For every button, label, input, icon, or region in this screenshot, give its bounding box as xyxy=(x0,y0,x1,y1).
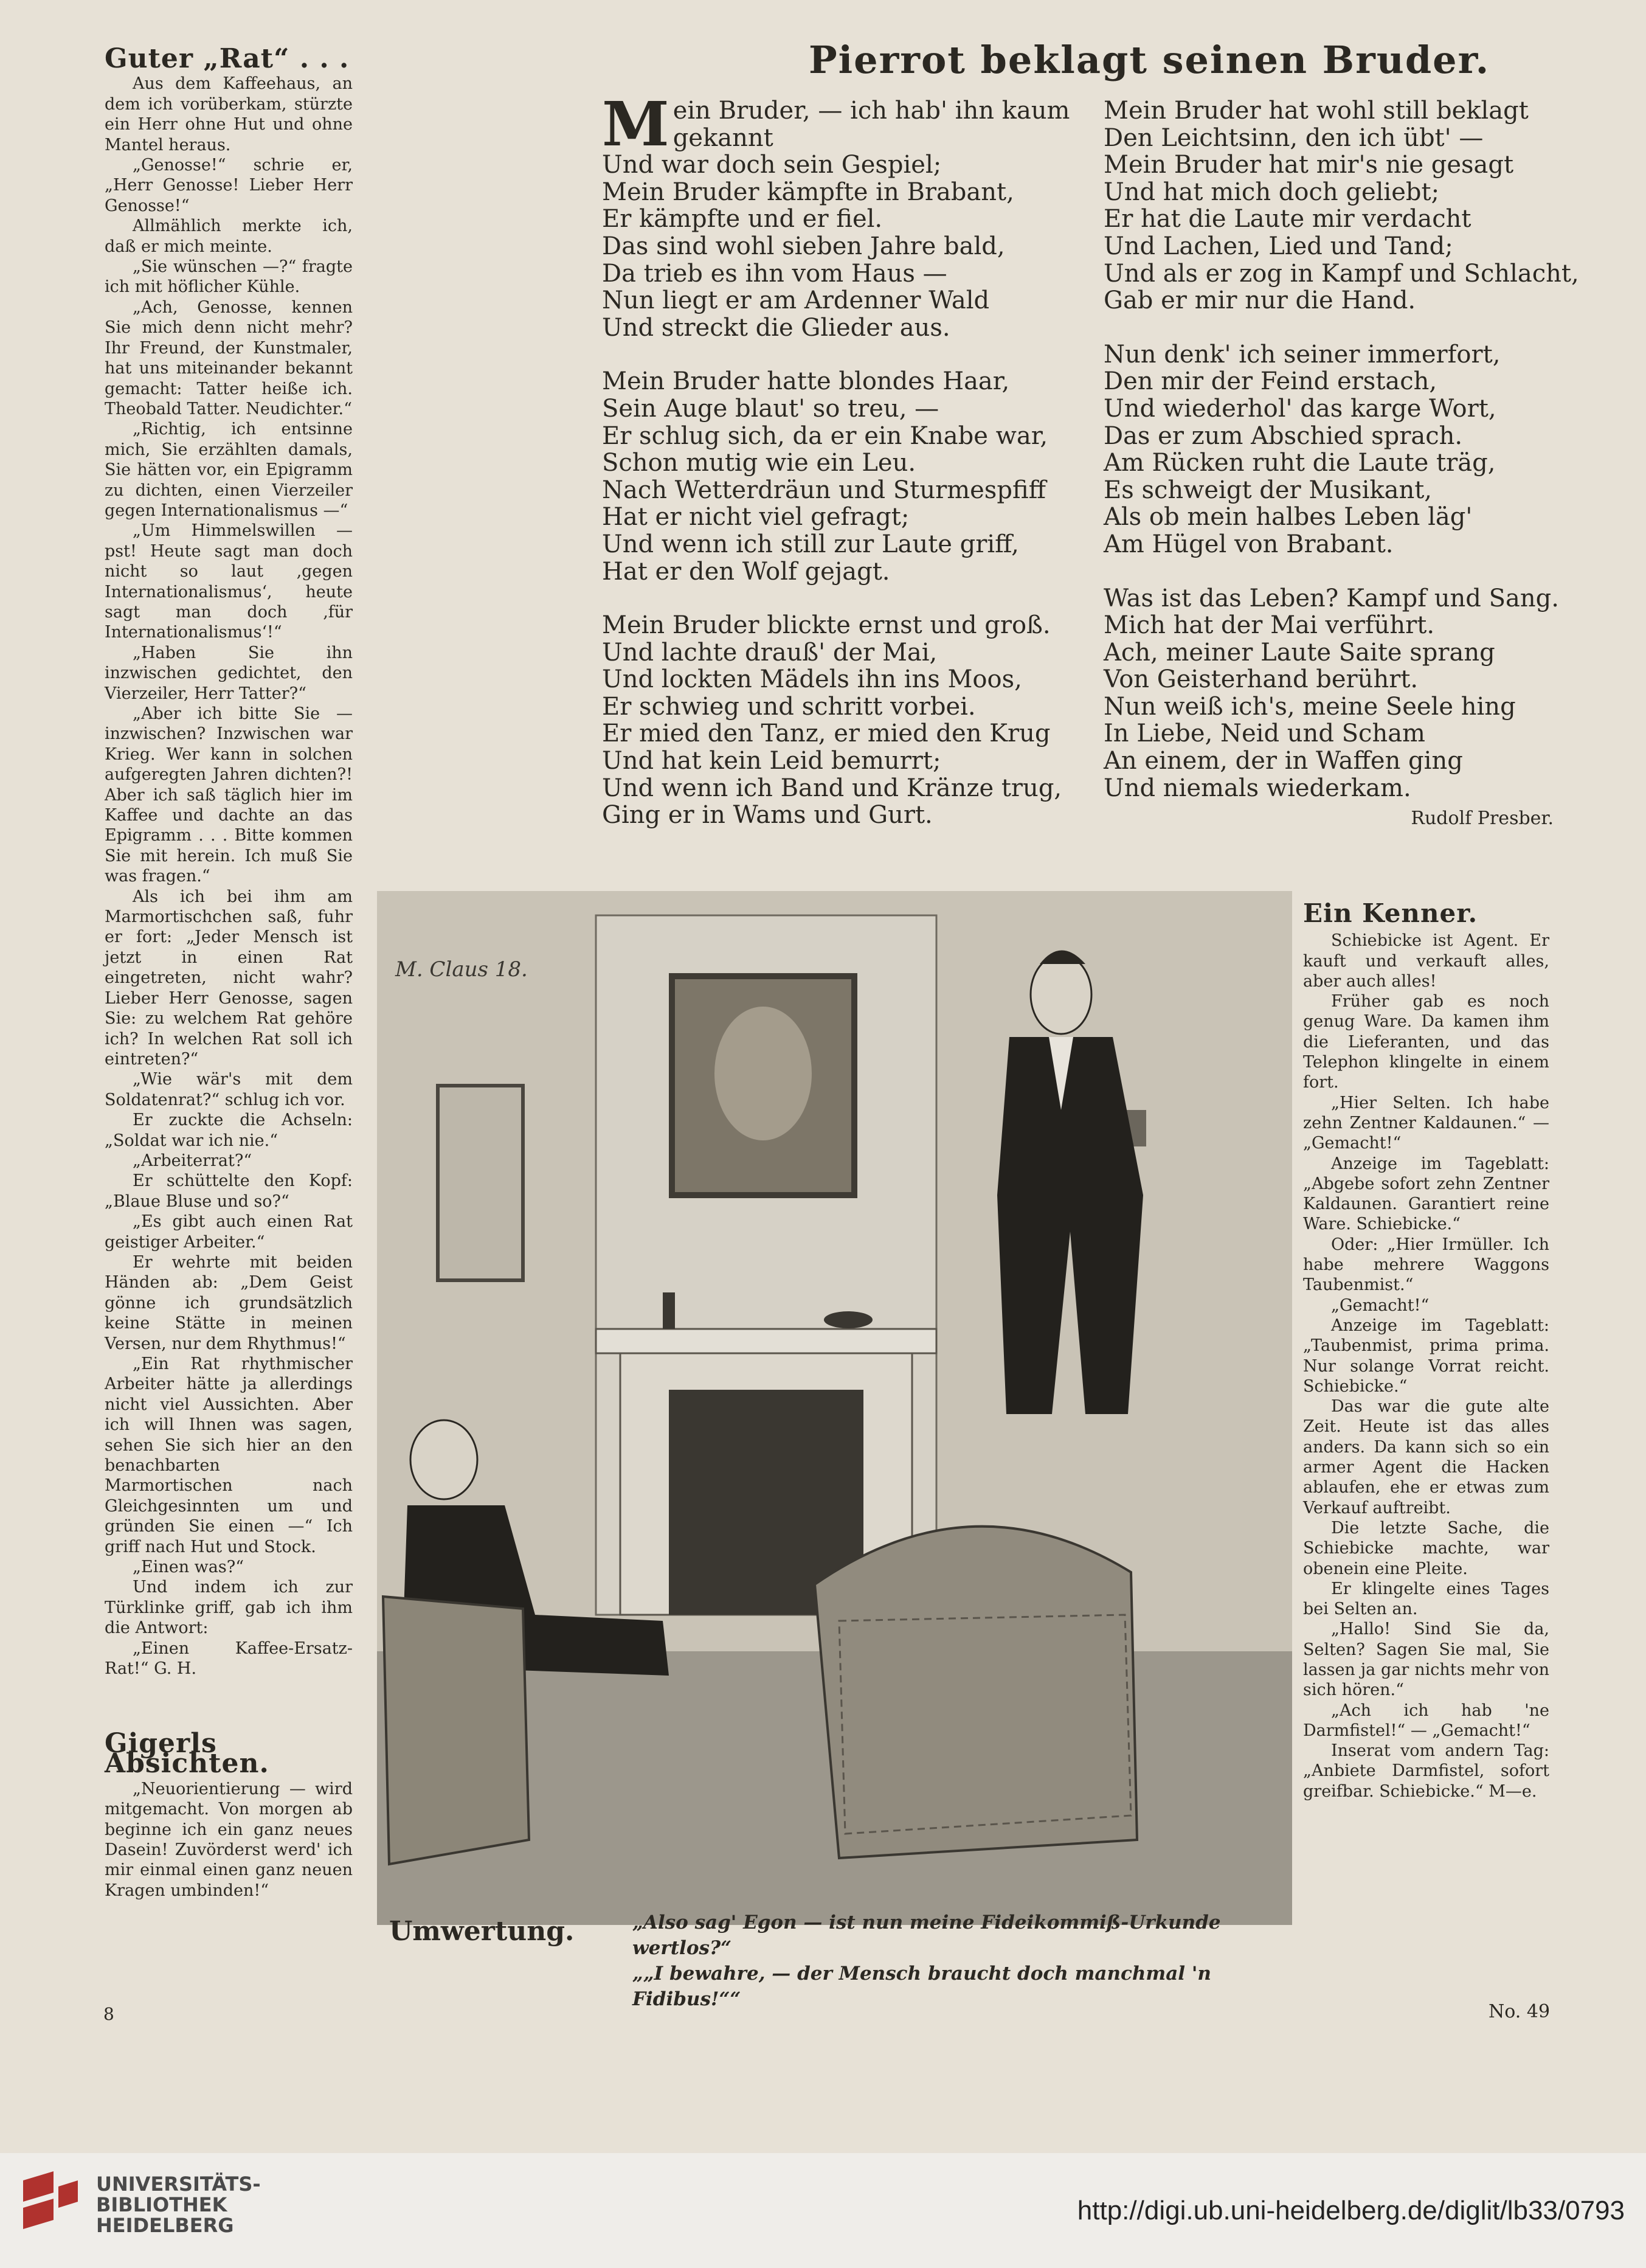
poem-line: Das er zum Abschied sprach. xyxy=(1104,421,1463,450)
poem-line: Nun weiß ich's, meine Seele hing xyxy=(1104,692,1516,721)
poem-line: Nach Wetterdräun und Sturmespfiff xyxy=(602,476,1046,504)
paragraph: „Sie wünschen —?“ fragte ich mit höflicher Kühle. xyxy=(105,257,353,297)
poem-line: Hat er den Wolf gejagt. xyxy=(602,557,890,586)
poem-left-column xyxy=(602,88,1070,830)
poem-line: Mich hat der Mai verführt. xyxy=(1104,611,1435,640)
paragraph: Das war die gute alte Zeit. Heute ist das alles anders. Da kann sich so ein armer Agent die Hacken ablaufen, ehe er etwas zum Verkauf auftreibt. xyxy=(1303,1397,1549,1517)
paragraph: „Neuorientierung — wird mitgemacht. Von morgen ab beginne ich ein ganz neues Dasein! Zuvörderst werd' ich mir einmal einen ganz neuen Kragen umbinden!“ xyxy=(105,1779,353,1900)
stanza-gap xyxy=(1104,314,1554,341)
illustration-umwertung xyxy=(377,891,1292,1925)
poem-line: Er mied den Tanz, er mied den Krug xyxy=(602,720,1051,748)
poem-line: Ging er in Wams und Gurt. xyxy=(602,801,933,830)
paragraph: „Aber ich bitte Sie — inzwischen? Inzwischen war Krieg. Wer kann in solchen aufgeregten Jahren dichten?! Aber ich saß täglich hier im Kaffee und dachte an das Epigramm . . . Bitte kommen Sie mit herein. Ich muß Sie was fragen.“ xyxy=(105,704,353,886)
paragraph: „Ein Rat rhythmischer Arbeiter hätte ja allerdings nicht viel Aussichten. Aber ich will Ihnen was sagen, sehen Sie sich hier an den benachbarten Marmortischen nach Gleichgesinnten um und gründen Sie einen —“ Ich griff nach Hut und Stock. xyxy=(105,1354,353,1556)
paragraph: Er klingelte eines Tages bei Selten an. xyxy=(1303,1579,1549,1619)
poem-line: Mein Bruder hat wohl still beklagt xyxy=(1104,97,1529,125)
paragraph: Anzeige im Tageblatt: „Taubenmist, prima prima. Nur solange Vorrat reicht. Schiebicke.“ xyxy=(1303,1316,1549,1396)
library-name-line-3: HEIDELBERG xyxy=(96,2214,234,2237)
poem-line: Und als er zog in Kampf und Schlacht, xyxy=(1104,259,1579,288)
paragraph: „Haben Sie ihn inzwischen gedichtet, den Vierzeiler, Herr Tatter?“ xyxy=(105,643,353,703)
caption-text xyxy=(632,1910,1289,2012)
paragraph: Als ich bei ihm am Marmortischchen saß, fuhr er fort: „Jeder Mensch ist jetzt in einen Rat eingetreten, nicht wahr? Lieber Herr Genosse, sagen Sie: zu welchem Rat gehöre ich? In welchen Rat soll ich eintreten?“ xyxy=(105,887,353,1069)
paragraph: Früher gab es noch genug Ware. Da kamen ihm die Lieferanten, und das Telephon klingelte in einem fort. xyxy=(1303,992,1549,1092)
caption-line-1: „Also sag' Egon — ist nun meine Fideikommiß-Urkunde wertlos?“ xyxy=(632,1912,1221,1959)
paragraph: Inserat vom andern Tag: „Anbiete Darmfistel, sofort greifbar. Schiebicke.“ M—e. xyxy=(1303,1741,1549,1801)
poem-line: Und hat mich doch geliebt; xyxy=(1104,178,1440,206)
poem-title: Pierrot beklagt seinen Bruder. xyxy=(809,38,1490,82)
poem-line: Sein Auge blaut' so treu, — xyxy=(602,394,939,423)
article-heading-ein-kenner: Ein Kenner. xyxy=(1303,898,1478,928)
paragraph: „Hier Selten. Ich habe zehn Zentner Kaldaunen.“ — „Gemacht!“ xyxy=(1303,1093,1549,1153)
poem-line: Schon mutig wie ein Leu. xyxy=(602,449,916,477)
poem-line: Hat er nicht viel gefragt; xyxy=(602,503,910,532)
paragraph: „Wie wär's mit dem Soldatenrat?“ schlug ich vor. xyxy=(105,1070,353,1109)
poem-line: Und hat kein Leid bemurrt; xyxy=(602,747,941,775)
paragraph: „Gemacht!“ xyxy=(1331,1295,1430,1315)
poem-line: Den Leichtsinn, den ich übt' — xyxy=(1104,123,1484,152)
poem-line: Und war doch sein Gespiel; xyxy=(602,151,942,179)
paragraph: „Richtig, ich entsinne mich, Sie erzählten damals, Sie hätten vor, ein Epigramm zu dichten, einen Vierzeiler gegen Internationalismus —“ xyxy=(105,420,353,520)
source-url-link[interactable]: http://digi.ub.uni-heidelberg.de/diglit/lb33/0793 xyxy=(1077,2196,1625,2225)
poem-line: Und streckt die Glieder aus. xyxy=(602,313,950,342)
poem-line: Und niemals wiederkam. xyxy=(1104,774,1411,802)
caption-title: Umwertung. xyxy=(389,1916,575,1947)
library-name-line-2: BIBLIOTHEK xyxy=(96,2193,227,2216)
paragraph: „Um Himmelswillen — pst! Heute sagt man doch nicht so laut ‚gegen Internationalismus‘, heute sagt man doch ‚für Internationalismus‘!“ xyxy=(105,521,353,642)
paragraph: Er wehrte mit beiden Händen ab: „Dem Geist gönne ich grundsätzlich keine Stätte in meinen Versen, nur dem Rhythmus!“ xyxy=(105,1252,353,1353)
page-number: 8 xyxy=(103,2004,114,2024)
library-name-line-1: UNIVERSITÄTS- xyxy=(96,2173,261,2196)
paragraph: Und indem ich zur Türklinke griff, gab ich ihm die Antwort: xyxy=(105,1578,353,1638)
paragraph: Er schüttelte den Kopf: „Blaue Bluse und so?“ xyxy=(105,1171,353,1211)
stanza-gap xyxy=(602,341,1064,368)
paragraph: Die letzte Sache, die Schiebicke machte, war obenein eine Pleite. xyxy=(1303,1518,1549,1578)
poem-line: gekannt xyxy=(673,123,773,152)
paragraph: Schiebicke ist Agent. Er kauft und verkauft alles, aber auch alles! xyxy=(1303,931,1549,991)
poem-line: Es schweigt der Musikant, xyxy=(1104,476,1433,504)
poem-line: Nun liegt er am Ardenner Wald xyxy=(602,286,990,315)
poem-line: Den mir der Feind erstach, xyxy=(1104,367,1437,396)
stanza-gap xyxy=(602,585,1064,612)
issue-number: No. 49 xyxy=(1489,2001,1551,2022)
poem-line: Mein Bruder kämpfte in Brabant, xyxy=(602,178,1014,206)
right-column xyxy=(1303,898,1549,1802)
poem-dropcap: M xyxy=(602,88,669,160)
paragraph: „Ach, Genosse, kennen Sie mich denn nicht mehr? Ihr Freund, der Kunstmaler, hat uns miteinander bekannt gemacht: Tatter heiße ich. Theobald Tatter. Neudichter.“ xyxy=(105,297,353,418)
left-column-bottom xyxy=(105,1728,353,1901)
poem-line: Und lockten Mädels ihn ins Moos, xyxy=(602,665,1022,694)
poem-line: Und wenn ich still zur Laute griff, xyxy=(602,530,1019,558)
poem-line: Ach, meiner Laute Saite sprang xyxy=(1104,638,1495,667)
paragraph: Allmählich merkte ich, daß er mich meinte. xyxy=(105,217,353,256)
poem-line: In Liebe, Neid und Scham xyxy=(1104,720,1425,748)
caption-line-2: „„I bewahre, — der Mensch braucht doch manchmal 'n Fidibus!““ xyxy=(632,1963,1211,2010)
paragraph: „Einen Kaffee-Ersatz-Rat!“ G. H. xyxy=(105,1639,353,1679)
paragraph: „Arbeiterrat?“ xyxy=(133,1151,252,1170)
paragraph: Er zuckte die Achseln: „Soldat war ich nie.“ xyxy=(105,1111,353,1150)
library-name[interactable] xyxy=(96,2174,261,2236)
wicker-chair-left xyxy=(383,1597,529,1864)
poem-line: Er schlug sich, da er ein Knabe war, xyxy=(602,421,1048,450)
paragraph: Aus dem Kaffeehaus, an dem ich vorüberkam, stürzte ein Herr ohne Hut und ohne Mantel heraus. xyxy=(105,74,353,154)
poem-line: Mein Bruder hat mir's nie gesagt xyxy=(1104,151,1514,179)
poem-line: An einem, der in Waffen ging xyxy=(1104,747,1463,775)
paragraph: Anzeige im Tageblatt: „Abgebe sofort zehn Zentner Kaldaunen. Garantiert reine Ware. Schiebicke.“ xyxy=(1303,1154,1549,1234)
poem-line: ein Bruder, — ich hab' ihn kaum xyxy=(673,97,1070,125)
article-heading-gigerls-absichten: Gigerls Absichten. xyxy=(105,1728,269,1780)
poem-line: Von Geisterhand berührt. xyxy=(1104,665,1419,694)
poem-line: Was ist das Leben? Kampf und Sang. xyxy=(1104,584,1559,612)
artist-signature: M. Claus 18. xyxy=(395,957,528,982)
article-body-gigerls-absichten xyxy=(105,1779,353,1901)
article-heading-guter-rat: Guter „Rat“ . . . xyxy=(105,43,350,74)
paragraph: „Hallo! Sind Sie da, Selten? Sagen Sie mal, Sie lassen ja gar nichts mehr von sich hören.“ xyxy=(1303,1620,1549,1700)
poem-line: Mein Bruder blickte ernst und groß. xyxy=(602,611,1051,640)
paragraph: „Ach ich hab 'ne Darmfistel!“ — „Gemacht!“ xyxy=(1303,1701,1549,1740)
library-logo-icon xyxy=(17,2168,84,2241)
poem-line: Und lachte drauß' der Mai, xyxy=(602,638,938,667)
poem-right-column xyxy=(1104,97,1579,833)
poem-line: Nun denk' ich seiner immerfort, xyxy=(1104,340,1501,369)
poem-line: Er schwieg und schritt vorbei. xyxy=(602,692,976,721)
poem-line: Da trieb es ihn vom Haus — xyxy=(602,259,947,288)
poem-line: Am Hügel von Brabant. xyxy=(1104,530,1394,558)
poem-line: Er hat die Laute mir verdacht xyxy=(1104,205,1471,234)
poem-line: Und wiederhol' das karge Wort, xyxy=(1104,394,1496,423)
paragraph: Oder: „Hier Irmüller. Ich habe mehrere Waggons Taubenmist.“ xyxy=(1303,1235,1549,1295)
paragraph: „Es gibt auch einen Rat geistiger Arbeiter.“ xyxy=(105,1212,353,1252)
poem-line: Das sind wohl sieben Jahre bald, xyxy=(602,232,1005,260)
paragraph: „Genosse!“ schrie er, „Herr Genosse! Lieber Herr Genosse!“ xyxy=(105,156,353,215)
poem-line: Gab er mir nur die Hand. xyxy=(1104,286,1416,315)
poem-line: Er kämpfte und er fiel. xyxy=(602,205,883,234)
poem-author: Rudolf Presber. xyxy=(1411,808,1554,830)
article-body-guter-rat xyxy=(105,74,353,1679)
poem-left-stanzas xyxy=(602,88,1070,830)
paragraph: „Einen was?“ xyxy=(133,1558,244,1577)
wicker-chair-right xyxy=(815,1527,1137,1858)
stanza-gap xyxy=(1104,558,1554,585)
poem-right-stanzas xyxy=(1104,97,1579,802)
article-body-ein-kenner xyxy=(1303,931,1549,1802)
poem-line: Mein Bruder hatte blondes Haar, xyxy=(602,367,1010,396)
poem-line: Und Lachen, Lied und Tand; xyxy=(1104,232,1453,260)
poem-line: Als ob mein halbes Leben läg' xyxy=(1104,503,1473,532)
left-column xyxy=(105,43,353,1679)
poem-line: Am Rücken ruht die Laute träg, xyxy=(1104,449,1496,477)
poem-line: Und wenn ich Band und Kränze trug, xyxy=(602,774,1062,802)
wall-picture xyxy=(438,1086,523,1280)
